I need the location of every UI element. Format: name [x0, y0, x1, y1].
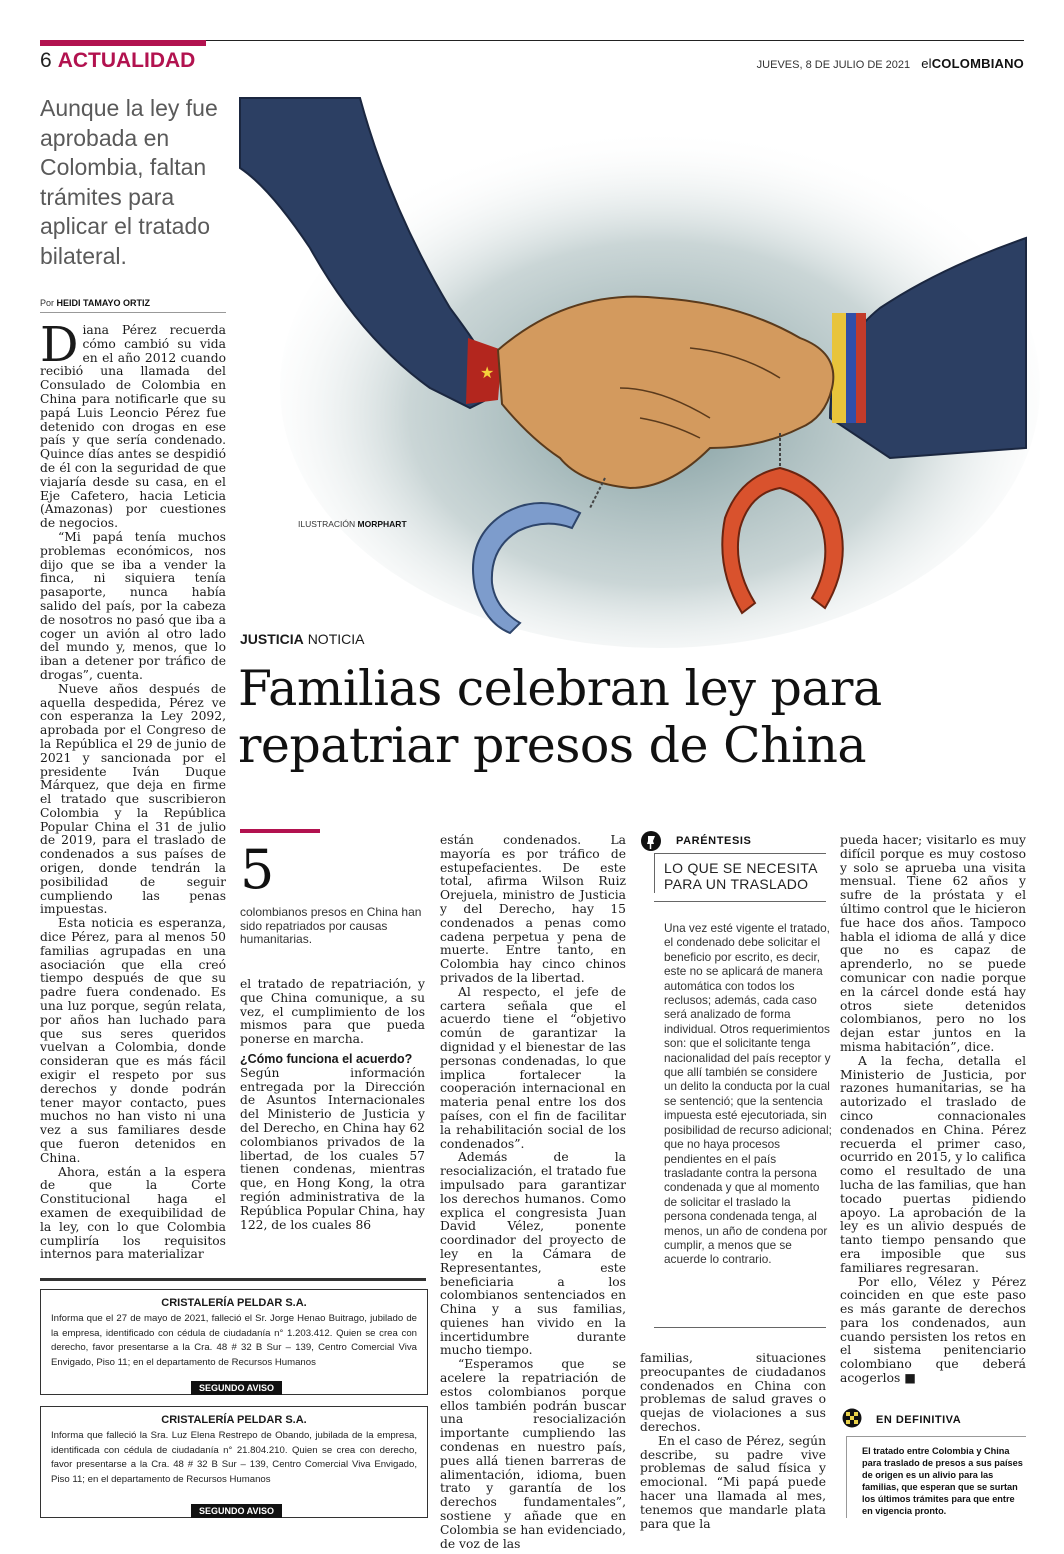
article-deck: Aunque la ley fue aprobada en Colombia, faltan trámites para aplicar el tratado bilateral.	[40, 95, 218, 269]
parentesis-label: PARÉNTESIS	[676, 835, 752, 847]
paragraph: Según información entregada por la Dirección de Asuntos Internacionales del Ministerio de Justicia y del Derecho, en China hay 62 colombianos privados de la libertad, de los cuales 57 tienen condenas, mientras que, en Hong Kong, la otra región administrativa de la República Popular China, hay 122, de los cuales 86	[240, 1065, 425, 1232]
ad-section-rule	[40, 1278, 426, 1281]
paragraph: Además de la resocialización, el tratado fue impulsado para garantizar los derechos humanos. Como explica el congresista Juan David Vélez, ponente coordinador del proyecto de ley en la Cámara de Representantes, este beneficiaria a los colombianos sentenciados en China y a sus familias, quienes han vivido en la incertidumbre durante mucho tiempo.	[440, 1150, 626, 1358]
paragraph: Diana Pérez recuerda cómo cambió su vida en el año 2012 cuando recibió una llamada del Consulado de Colombia en China para notificarle que su papá Luis Leoncio Pérez fue detenido con drogas en ese país y que sería condenado. Quince días antes se despidió de él con la seguridad de que viajaría desde su casa, en el Eje Cafetero, hacia Leticia (Amazonas) por cuestiones de negocios.	[40, 317, 226, 531]
notice-tag: SEGUNDO AVISO	[191, 1504, 282, 1518]
paragraph: Esta noticia es esperanza, dice Pérez, para al menos 50 familias agrupadas en una asociación que ella creó tiempo después de que su padre fuera condenado. Es una luz porque, según relata, por años han luchado para que sus seres queridos vuelvan a Colombia, donde consideran que es más fácil exigir el respeto por sus derechos y donde podrán tener mayor contacto, pues muchos no han visto ni una vez a sus familiares desde que fueron detenidos en China.	[40, 916, 226, 1165]
article-column-1	[40, 317, 226, 1262]
obituary-notice	[40, 1406, 428, 1518]
illustration-credit: ILUSTRACIÓN MORPHART	[298, 519, 407, 529]
paragraph: familias, situaciones preocupantes de ciudadanos condenados en China con problemas de salud graves o quejas de violaciones a sus derechos.	[640, 1351, 826, 1434]
byline-prefix: Por	[40, 298, 55, 308]
stat-accent-bar	[240, 829, 320, 833]
china-star-icon: ★	[480, 363, 495, 382]
article-column-2	[240, 978, 425, 1268]
kicker-topic: JUSTICIA	[240, 631, 304, 647]
colombia-cuff-yellow	[832, 313, 846, 423]
divider	[654, 853, 655, 893]
checkered-icon	[842, 1408, 862, 1428]
en-definitiva-text: El tratado entre Colombia y China para traslado de presos a sus países de origen es un alivio para las familias, que esperan que se surtan los últimos trámites para que entre en vigencia pronto.	[862, 1446, 1023, 1516]
page-number: 6	[40, 49, 52, 72]
article-column-3	[440, 833, 626, 1551]
paragraph: Nueve años después de aquella despedida, Pérez ve con esperanza la Ley 2092, aprobada por el Congreso de la República el 29 de junio de 2021 y sancionada por el presidente Iván Duque Márquez, que deja en firme el tratado que suscribieron Colombia y la República Popular China el 31 de julio de 2019, para el traslado de condenados a sus países de origen, donde tendrán la posibilidad de seguir cumpliendo las penas impuestas.	[40, 681, 226, 917]
kicker	[240, 631, 364, 647]
divider	[654, 1327, 826, 1328]
stat-caption: colombianos presos en China han sido repatriados por causas humanitarias.	[240, 905, 422, 946]
parentesis-title: LO QUE SE NECESITA PARA UN TRASLADO	[664, 860, 817, 892]
byline	[40, 298, 150, 308]
paragraph: Ahora, están a la espera de que la Corte Constitucional haga el examen de exequibilidad de la ley, con lo que Colombia cumpliría los requisitos internos para materializar	[40, 1164, 226, 1262]
paragraph: “Mi papá tenía muchos problemas económicos, nos dijo que se iba a vender la finca, ni siquiera tenía pasaporte, nunca había salido del país, por la cabeza de nosotros no pasó que iba a coger un avión al otro lado del mundo y, menos, que lo iban a detener por tráfico de drogas”, cuenta.	[40, 529, 226, 682]
paragraph: están condenados. La mayoría es por tráfico de estupefacientes. De este total, afirma Wilson Ruiz Orejuela, ministro de Justicia y del Derecho, hay 15 condenados a penas como cadena perpetua y pena de muerte. Entre tanto, en Colombia hay cinco chinos privados de la libertad.	[440, 833, 626, 985]
brand-logo: elCOLOMBIANO	[921, 56, 1024, 71]
issue-date: JUEVES, 8 DE JULIO DE 2021	[756, 59, 911, 71]
article-column-5	[840, 834, 1026, 1390]
kicker-type: NOTICIA	[307, 631, 365, 647]
paragraph: pueda hacer; visitarlo es muy difícil porque es muy costoso y solo se aprueba una visita mensual. Tiene 62 años y sufre de la próstata y el último control que le hicieron fue hace dos años. Tampoco habla el idioma de allá y dice que no es capaz de aprenderlo, no se puede comunicar con nadie porque en la cárcel donde está hay otros siete detenidos colombianos, pero no los dejan estar juntos en la misma habitación”, dice.	[840, 833, 1026, 1054]
pin-icon	[640, 830, 662, 852]
paragraph: “Esperamos que se acelere la repatriación de estos colombianos porque ellos también podrán buscar una resocialización importante cumpliendo las condenas en nuestro país, pues allá tienen barreras de alimentación, idioma, buen trato y garantía de los derechos fundamentales”, sostiene y añade que en Colombia se han evidenciado, de voz de las	[440, 1357, 626, 1551]
paragraph: Por ello, Vélez y Pérez coinciden en que este paso es más garante de derechos para los condenados, aun cuando persisten los retos en el sistema penitenciario colombiano que deberá acogerlos ■	[840, 1274, 1026, 1386]
colombia-cuff-blue	[846, 313, 856, 423]
stat-number: 5	[240, 838, 275, 901]
paragraph: Al respecto, el jefe de cartera señala que el acuerdo tiene el “objetivo común de garantizar la dignidad y el bienestar de las personas condenadas, lo que implica fortalecer la cooperación internacional en materia penal entre los dos países, con el fin de facilitar la rehabilitación social de los condenados”.	[440, 984, 626, 1151]
article-column-4	[640, 1351, 826, 1531]
en-definitiva-label: EN DEFINITIVA	[876, 1414, 962, 1426]
notice-body: Informa que falleció la Sra. Luz Elena Restrepo de Obando, jubilada de la empresa, identificada con cédula de ciudadanía n° 21.804.210. Quien se crea con derecho, favor presentarse a la Cra. 48 # 32 B Sur – 139, Centro Comercial Viva Envigado, Piso 11; en el departamento de Recursos Humanos	[51, 1430, 417, 1485]
masthead-right	[757, 56, 1024, 71]
notice-title: CRISTALERÍA PELDAR S.A.	[161, 1297, 307, 1309]
handshake-illustration	[240, 88, 1026, 678]
drop-cap: D	[40, 317, 79, 373]
colombia-cuff-red	[856, 313, 866, 423]
divider	[846, 1436, 847, 1518]
subhead: ¿Cómo funciona el acuerdo?	[240, 1051, 413, 1066]
paragraph: el tratado de repatriación, y que China comunique, a su vez, el cumplimiento de los mismos para que pueda ponerse en marcha.	[240, 977, 425, 1047]
headline: Familias celebran ley para repatriar presos de China	[238, 660, 882, 774]
obituary-notice	[40, 1289, 428, 1395]
section-name: ACTUALIDAD	[57, 49, 196, 72]
byline-divider	[40, 312, 226, 313]
section-accent-bar	[40, 40, 206, 46]
parentesis-body: Una vez esté vigente el tratado, el condenado debe solicitar el beneficio por escrito, es decir, este no se aplicará de manera automática con todos los reclusos; además, cada caso será analizado de forma individual. Otros requerimientos son: que el solicitante tenga nacionalidad del país receptor y que allí también se considere un delito la conducta por la cual se sentenció; que la sentencia impuesta esté ejecutoriada, sin posibilidad de recurso adicional; que no haya procesos pendientes en el país trasladante contra la persona condenada y que al momento de solicitar el traslado la persona condenada tenga, al menos, un año de condena por cumplir, a menos que se acuerde lo contrario.	[664, 921, 832, 1267]
byline-author: HEIDI TAMAYO ORTIZ	[56, 298, 151, 308]
notice-title: CRISTALERÍA PELDAR S.A.	[161, 1414, 307, 1426]
paragraph: En el caso de Pérez, según describe, su padre vive problemas de salud física y emocional. “Mi papá puede hacer una llamada al mes, tenemos que mandarle plata para que la	[640, 1433, 826, 1531]
divider	[846, 1436, 1026, 1437]
divider	[654, 853, 826, 854]
paragraph: A la fecha, detalla el Ministerio de Justicia, por razones humanitarias, se ha autorizado el traslado de cinco connacionales condenados en China. Pérez recuerda el primer caso, ocurrido en 2015, y lo califica como el resultado de una lucha de las familias, que han tocado puertas pidiendo apoyo. La aprobación de la ley es un alivio después de tanto tiempo pensando que era imposible que sus familiares regresaran.	[840, 1053, 1026, 1275]
notice-body: Informa que el 27 de mayo de 2021, falleció el Sr. Jorge Henao Buitrago, jubilado de la empresa, identificado con cédula de ciudadanía n° 1.203.412. Quien se crea con derecho, favor presentarse a la Cra. 48 # 32 B Sur – 139, Centro Comercial Viva Envigado, Piso 11; en el departamento de Recursos Humanos	[51, 1313, 417, 1368]
notice-tag: SEGUNDO AVISO	[191, 1381, 282, 1395]
section-header	[40, 49, 195, 73]
divider	[654, 901, 826, 902]
